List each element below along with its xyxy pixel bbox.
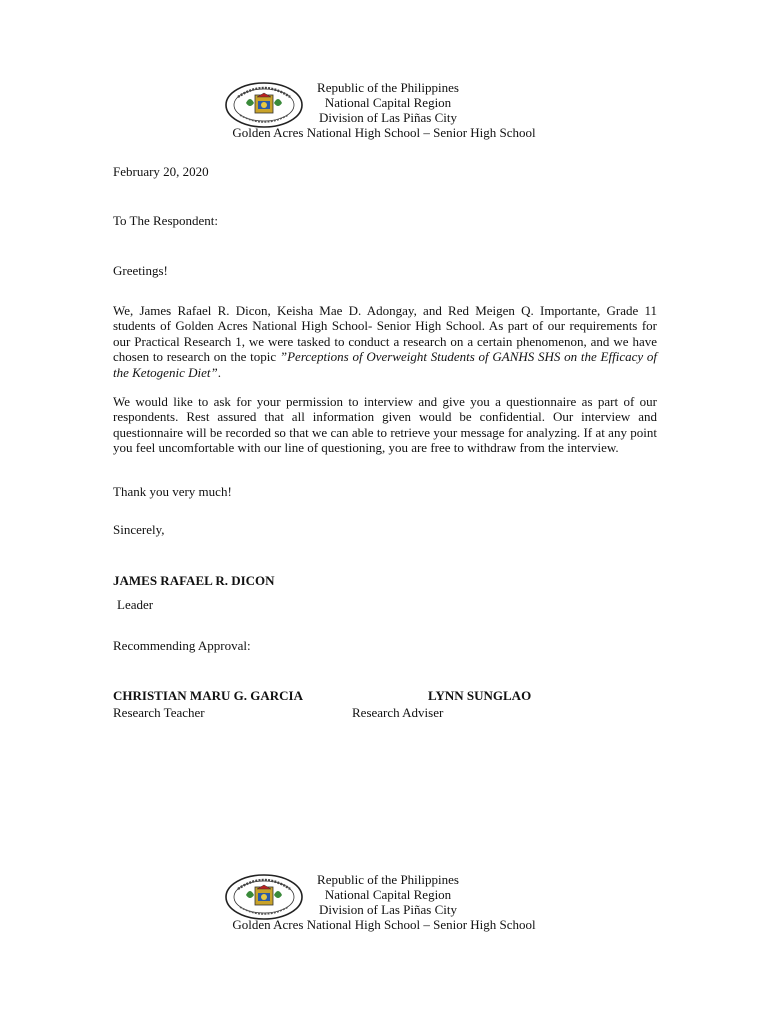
header-line-school: Golden Acres National High School – Senior High School	[232, 917, 536, 932]
paragraph-introduction-end: .	[217, 364, 221, 380]
approver1-name: CHRISTIAN MARU G. GARCIA	[113, 688, 303, 703]
approver2-role: Research Adviser	[352, 705, 444, 720]
paragraph-introduction-text: We, James Rafael R. Dicon, Keisha Mae D. Adongay, and Red Meigen Q. Importante, Grade 11 students of Golden Acres National High School- Senior High School. As part of our requirements for our Practical Research 1, we were tasked to conduct a research on a certain phenomenon, and we have chosen to research on the topic	[113, 303, 657, 365]
letterhead-top	[0, 78, 768, 142]
letterhead-text	[0, 872, 768, 932]
header-line-division: Division of Las Piñas City	[319, 902, 457, 917]
letterhead-text	[0, 80, 768, 140]
header-line-republic: Republic of the Philippines	[317, 80, 459, 95]
approver2-name: LYNN SUNGLAO	[428, 688, 532, 703]
header-line-region: National Capital Region	[324, 887, 452, 902]
signer-role: Leader	[117, 597, 154, 612]
approver1-role: Research Teacher	[113, 705, 205, 720]
paragraph-introduction	[113, 303, 657, 380]
letterhead-bottom	[0, 870, 768, 934]
paragraph-request: We would like to ask for your permission to interview and give you a questionnaire as part of our respondents. Rest assured that all information given would be confidential. Our interview and questionnaire will be recorded so that we can able to retrieve your message for analyzing. If at any point you feel uncomfortable with our line of questioning, you are free to withdraw from the interview.	[113, 394, 657, 456]
letter-closing: Sincerely,	[113, 522, 165, 537]
header-line-division: Division of Las Piñas City	[319, 110, 457, 125]
letter-thanks: Thank you very much!	[113, 484, 232, 499]
signer-name: JAMES RAFAEL R. DICON	[113, 573, 275, 588]
letter-date: February 20, 2020	[113, 164, 209, 179]
research-topic: ”Perceptions of Overweight Students of GANHS SHS on the Efficacy of the Ketogenic Diet”	[113, 349, 658, 380]
header-line-republic: Republic of the Philippines	[317, 872, 459, 887]
header-line-school: Golden Acres National High School – Senior High School	[232, 125, 536, 140]
recommending-approval: Recommending Approval:	[113, 638, 251, 653]
letter-salutation: To The Respondent:	[113, 213, 219, 228]
header-line-region: National Capital Region	[324, 95, 452, 110]
letter-greeting: Greetings!	[113, 263, 168, 278]
